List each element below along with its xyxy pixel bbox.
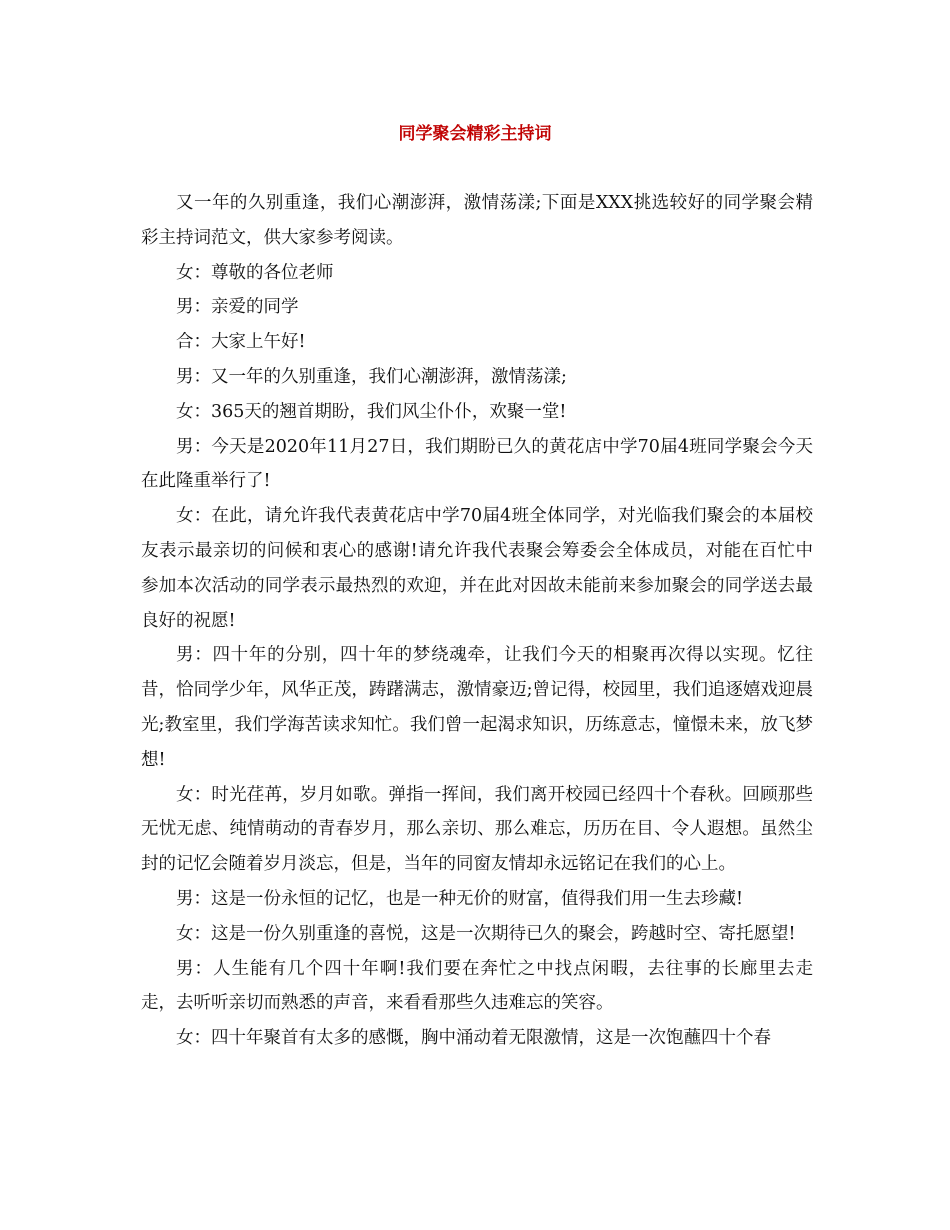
paragraph: 男：今天是2020年11月27日，我们期盼已久的黄花店中学70届4班同学聚会今天在此隆重举行了!	[141, 436, 813, 492]
paragraph: 女：在此，请允许我代表黄花店中学70届4班全体同学，对光临我们聚会的本届校友表示最亲切的问候和衷心的感谢!请允许我代表聚会筹委会全体成员，对能在百忙中参加本次活动的同学表示最热烈的欢迎，并在此对因故未能前来参加聚会的同学送去最良好的祝愿!	[141, 506, 813, 631]
paragraph: 女：时光荏苒，岁月如歌。弹指一挥间，我们离开校园已经四十个春秋。回顾那些无忧无虑、纯情萌动的青春岁月，那么亲切、那么难忘，历历在目、令人遐想。虽然尘封的记忆会随着岁月淡忘，但是，当年的同窗友情却永远铭记在我们的心上。	[141, 784, 813, 875]
paragraph: 女：这是一份久别重逢的喜悦，这是一次期待已久的聚会，跨越时空、寄托愿望!	[176, 923, 796, 944]
paragraph: 又一年的久别重逢，我们心潮澎湃，激情荡漾;下面是XXX挑选较好的同学聚会精彩主持词范文，供大家参考阅读。	[141, 193, 813, 248]
paragraph: 男：又一年的久别重逢，我们心潮澎湃，激情荡漾;	[176, 366, 567, 387]
document-body	[141, 186, 813, 1056]
paragraph: 男：这是一份永恒的记忆，也是一种无价的财富，值得我们用一生去珍藏!	[176, 888, 744, 909]
document-title: 同学聚会精彩主持词	[398, 124, 552, 144]
paragraph: 女：四十年聚首有太多的感慨，胸中涌动着无限激情，这是一次饱蘸四十个春	[176, 1028, 771, 1049]
paragraph: 男：亲爱的同学	[176, 297, 299, 318]
paragraph: 女：尊敬的各位老师	[176, 262, 334, 283]
paragraph: 男：四十年的分别，四十年的梦绕魂牵，让我们今天的相聚再次得以实现。忆往昔，恰同学少年，风华正茂，踌躇满志，激情豪迈;曾记得，校园里，我们追逐嬉戏迎晨光;教室里，我们学海苦读求知忙。我们曾一起渴求知识，历练意志，憧憬未来，放飞梦想!	[141, 645, 813, 770]
paragraph: 男：人生能有几个四十年啊!我们要在奔忙之中找点闲暇，去往事的长廊里去走走，去听听亲切而熟悉的声音，来看看那些久违难忘的笑容。	[141, 958, 813, 1014]
paragraph: 女：365天的翘首期盼，我们风尘仆仆，欢聚一堂!	[176, 401, 567, 422]
paragraph: 合：大家上午好!	[176, 332, 306, 353]
